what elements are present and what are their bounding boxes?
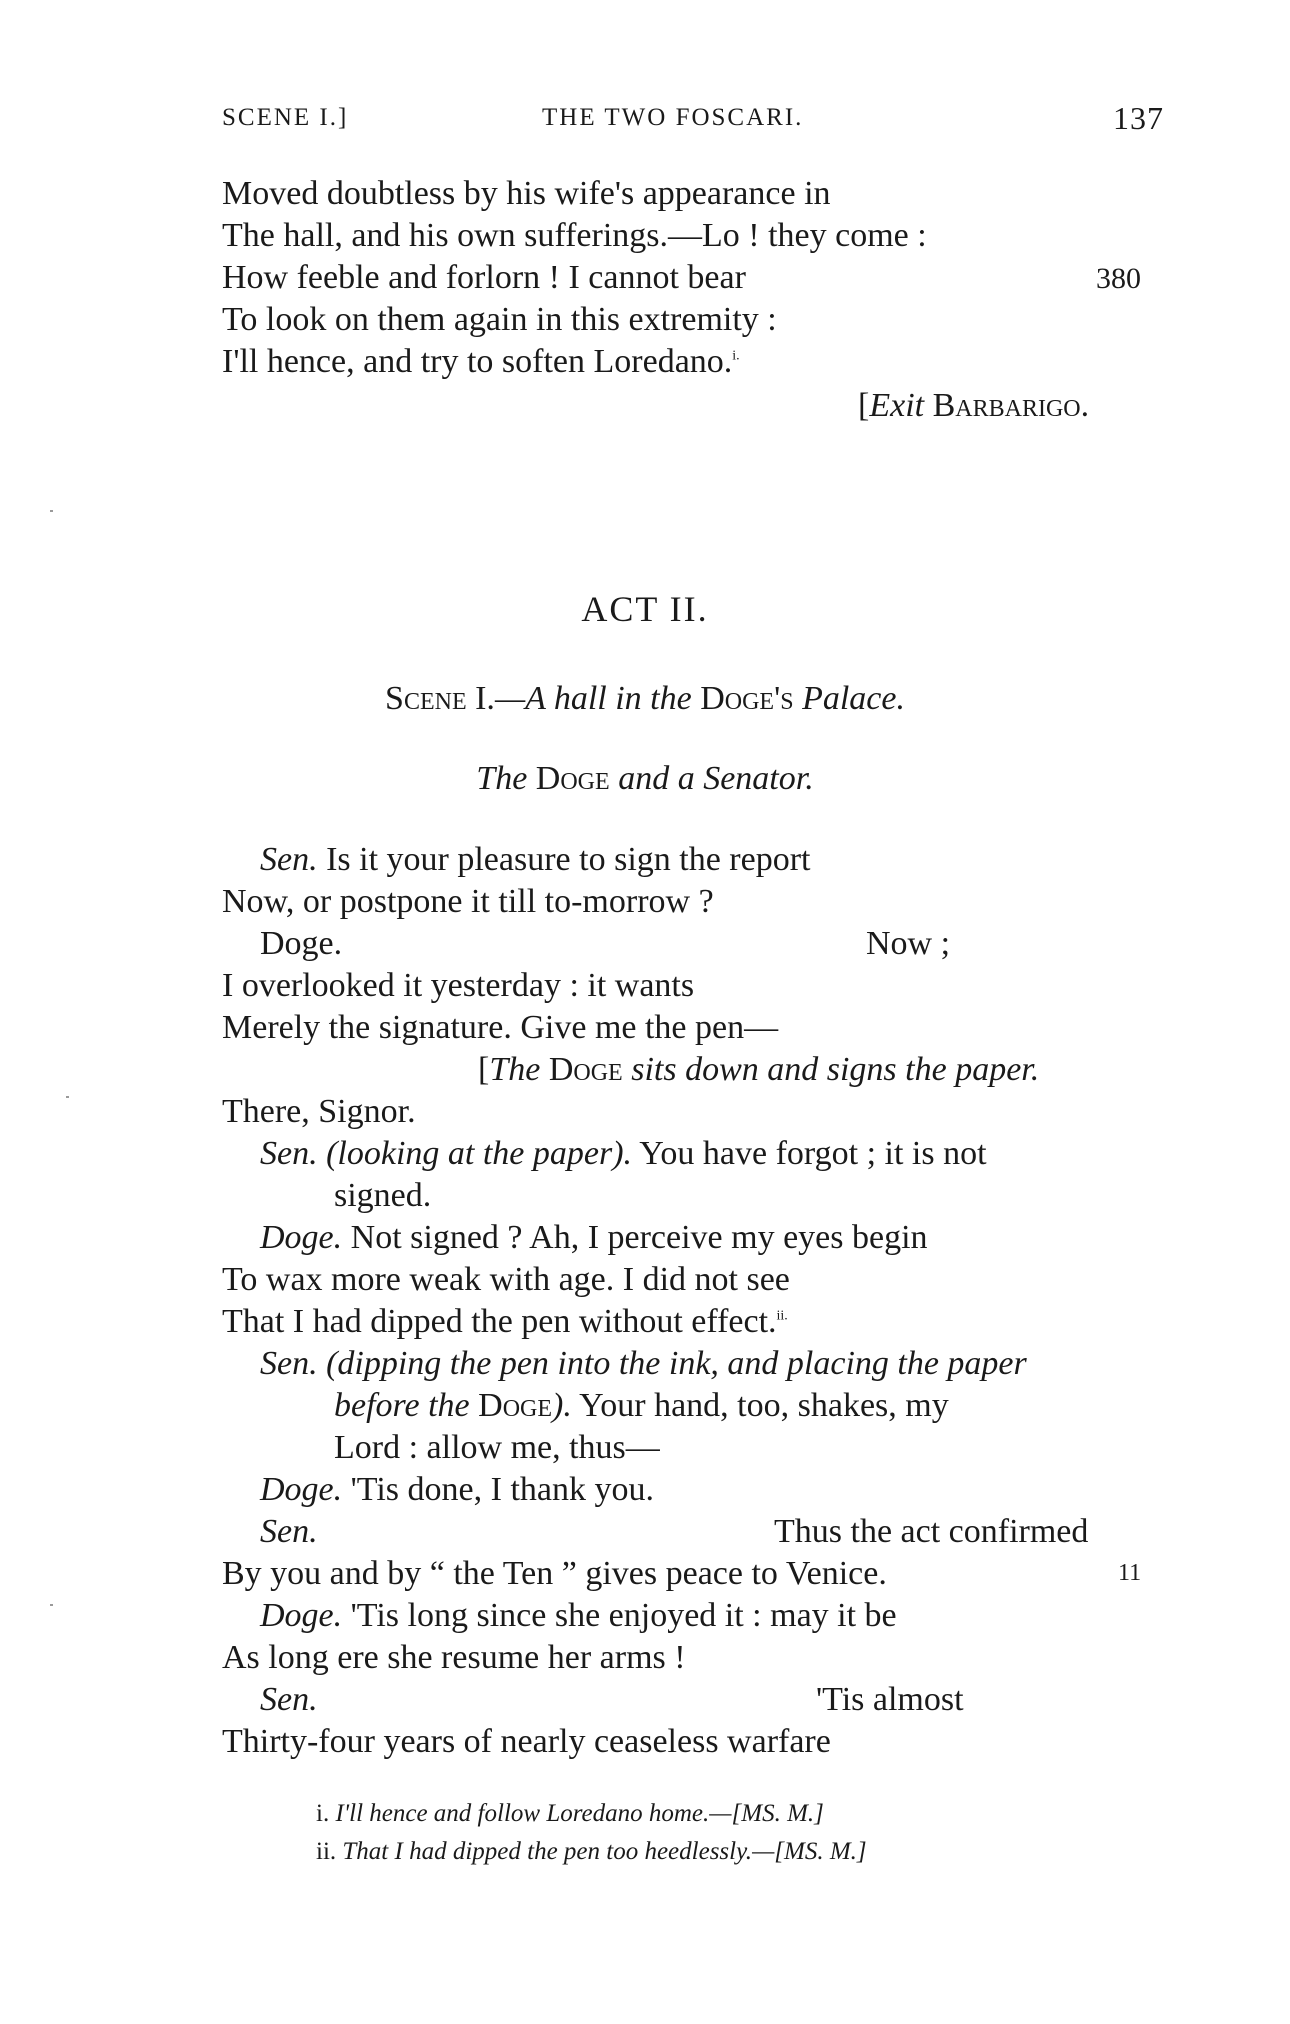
dialogue-line <box>222 1302 788 1342</box>
bracket: [ <box>478 1051 490 1088</box>
verse-text: I'll hence, and try to soften Loredano. <box>222 343 733 380</box>
dialogue-line <box>260 1680 318 1720</box>
verse-line: Moved doubtless by his wife's appearance in <box>222 175 831 212</box>
dialogue-line: signed. <box>334 1177 432 1214</box>
dialogue-line: Thirty-four years of nearly ceaseless warfare <box>222 1723 831 1760</box>
speech: That I had dipped the pen without effect. <box>222 1303 777 1340</box>
dialogue-line: I overlooked it yesterday : it wants <box>222 967 695 1004</box>
scene-label: Scene I. <box>385 680 495 717</box>
dialogue-line: As long ere she resume her arms ! <box>222 1639 686 1676</box>
persons-the: The <box>476 760 528 797</box>
direction: (looking at the paper). <box>326 1135 633 1172</box>
line-number: 380 <box>1096 262 1141 295</box>
dialogue-line: Now, or postpone it till to-morrow ? <box>222 883 714 920</box>
dialogue-line: Merely the signature. Give me the pen— <box>222 1009 779 1046</box>
persons-rest: and a Senator. <box>618 760 814 797</box>
dialogue-line: Now ; <box>866 925 951 962</box>
dialogue-line: Lord : allow me, thus— <box>334 1429 660 1466</box>
header-scene: SCENE I.] <box>222 104 349 131</box>
speaker: Doge. <box>260 1471 343 1508</box>
direction-rest: sits down and signs the paper. <box>631 1051 1040 1088</box>
dialogue-line <box>260 1344 1027 1384</box>
footnote-source: —[MS. M.] <box>752 1838 867 1865</box>
speech: 'Tis long since she enjoyed it : may it be <box>350 1597 897 1634</box>
footnote-label: i. <box>316 1800 330 1827</box>
speech: You have forgot ; it is not <box>639 1135 987 1172</box>
character-name: Barbarigo. <box>932 387 1090 424</box>
footnote-ref: ii. <box>776 1308 788 1324</box>
character-name: Doge <box>478 1387 553 1424</box>
speaker: Sen. <box>260 1135 318 1172</box>
speaker: Doge. <box>260 1597 343 1634</box>
scan-mark <box>50 1604 53 1606</box>
stage-direction-exit <box>858 386 1089 426</box>
dialogue-line <box>260 1596 897 1636</box>
speaker: Sen. <box>260 1681 318 1718</box>
scan-mark <box>66 1096 69 1098</box>
dialogue-line: Thus the act confirmed <box>774 1513 1089 1550</box>
character-name: Doge's <box>700 680 794 717</box>
speaker: Sen. <box>260 841 318 878</box>
speech: Your hand, too, shakes, my <box>579 1387 949 1424</box>
verse-line: The hall, and his own sufferings.—Lo ! they come : <box>222 217 927 254</box>
dialogue-line <box>260 840 810 880</box>
running-header <box>222 100 1164 144</box>
dialogue-line <box>260 1218 928 1258</box>
scene-heading <box>0 680 1290 718</box>
verse-line <box>222 342 740 382</box>
dialogue-line: There, Signor. <box>222 1093 416 1130</box>
speech: Is it your pleasure to sign the report <box>326 841 811 878</box>
footnote <box>316 1800 824 1828</box>
speech: 'Tis done, I thank you. <box>350 1471 654 1508</box>
dialogue-line <box>334 1386 949 1426</box>
footnote-text: That I had dipped the pen too heedlessly. <box>342 1838 753 1865</box>
footnote-text: I'll hence and follow Loredano home. <box>335 1800 710 1827</box>
exit-word: Exit <box>869 387 925 424</box>
verse-line: How feeble and forlorn ! I cannot bear <box>222 259 746 296</box>
scan-mark <box>50 510 53 512</box>
verse-line: To look on them again in this extremity : <box>222 301 777 338</box>
dialogue-line: 'Tis almost <box>816 1681 964 1718</box>
character-name: Doge <box>535 760 610 797</box>
direction: before the <box>334 1387 470 1424</box>
persons-line <box>0 760 1290 798</box>
header-title: THE TWO FOSCARI. <box>542 104 804 131</box>
dialogue-line <box>260 1470 654 1510</box>
direction: (dipping the pen into the ink, and placing the paper <box>326 1345 1027 1382</box>
line-number: 11 <box>1118 1560 1142 1586</box>
dialogue-line <box>260 1134 987 1174</box>
dialogue-line: By you and by “ the Ten ” gives peace to Venice. <box>222 1555 887 1592</box>
dialogue-line: To wax more weak with age. I did not see <box>222 1261 790 1298</box>
footnote <box>316 1838 867 1866</box>
speaker: Doge. <box>260 1219 343 1256</box>
scene-desc: —A hall in the <box>494 680 692 717</box>
footnote-ref: i. <box>732 348 740 364</box>
page-number: 137 <box>1113 100 1164 136</box>
direction-close: ). <box>552 1387 572 1424</box>
dialogue-line: Doge. <box>260 925 343 962</box>
footnote-label: ii. <box>316 1838 337 1865</box>
character-name: Doge <box>548 1051 623 1088</box>
bracket: [ <box>858 387 870 424</box>
scene-desc: Palace. <box>802 680 905 717</box>
stage-direction <box>478 1050 1039 1090</box>
direction-the: The <box>489 1051 541 1088</box>
footnote-source: —[MS. M.] <box>709 1800 824 1827</box>
speaker: Sen. <box>260 1513 318 1550</box>
speaker: Sen. <box>260 1345 318 1382</box>
dialogue-line <box>260 1512 318 1552</box>
speech: Not signed ? Ah, I perceive my eyes begin <box>350 1219 928 1256</box>
act-title: ACT II. <box>581 589 709 629</box>
